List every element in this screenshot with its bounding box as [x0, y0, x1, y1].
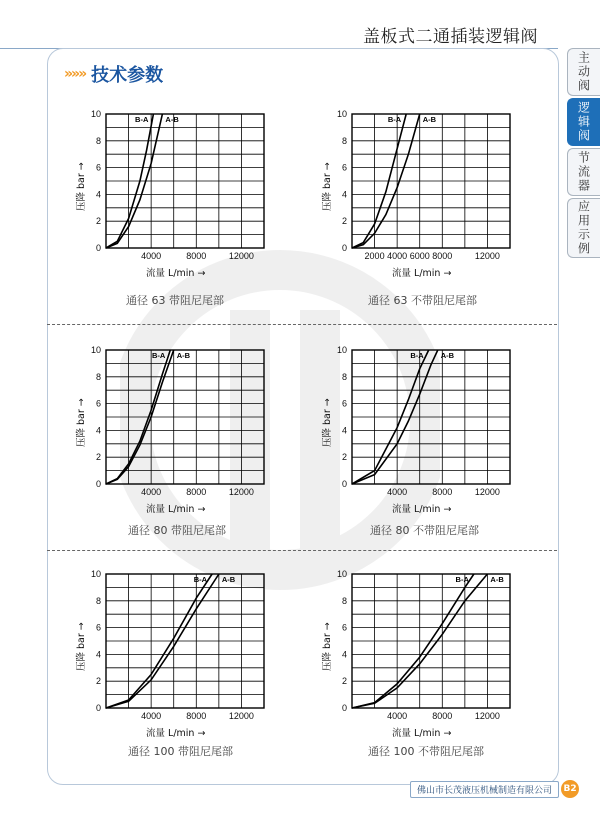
- x-tick-label: 12000: [474, 487, 500, 497]
- x-tick-label: 8000: [186, 711, 207, 721]
- x-tick-label: 4000: [387, 487, 408, 497]
- x-tick-label: 12000: [474, 251, 500, 261]
- y-tick-label: 10: [90, 109, 101, 119]
- y-tick-label: 4: [95, 189, 101, 200]
- series-label-b-a: B-A: [410, 351, 424, 360]
- y-axis-label: 压降 bar →: [322, 398, 333, 447]
- chart-caption: 通径 63 带阻尼尾部: [126, 294, 224, 307]
- chart-svg: [76, 340, 306, 525]
- y-tick-label: 10: [90, 569, 101, 579]
- x-axis-label: 流量 L/min →: [392, 268, 452, 279]
- series-label-a-b: A-B: [490, 575, 504, 584]
- side-tab-throttle[interactable]: [567, 148, 600, 196]
- section-title-text: 技术参数: [91, 65, 164, 86]
- x-tick-label: 6000: [409, 251, 430, 261]
- pressure-drop-chart: [322, 104, 552, 314]
- y-tick-label: 8: [95, 371, 101, 382]
- y-tick-label: 2: [95, 452, 101, 463]
- y-tick-label: 0: [341, 479, 347, 489]
- series-label-a-b: A-B: [422, 115, 437, 124]
- y-tick-label: 10: [336, 109, 347, 119]
- y-tick-label: 0: [95, 479, 101, 489]
- series-label-b-a: B-A: [387, 115, 402, 124]
- y-tick-label: 8: [95, 135, 101, 146]
- x-tick-label: 4000: [141, 251, 162, 261]
- y-axis-label: 压降 bar →: [76, 622, 87, 671]
- chart-caption: 通径 100 带阻尼尾部: [128, 745, 233, 758]
- x-tick-label: 8000: [432, 251, 453, 261]
- x-tick-label: 8000: [432, 711, 453, 721]
- row-divider: [47, 324, 557, 325]
- row-divider: [47, 550, 557, 551]
- x-tick-label: 12000: [228, 711, 254, 721]
- pressure-drop-chart: [322, 340, 552, 550]
- x-tick-label: 4000: [141, 711, 162, 721]
- y-tick-label: 2: [341, 676, 347, 687]
- y-tick-label: 0: [95, 243, 101, 253]
- chart-caption: 通径 80 带阻尼尾部: [128, 524, 226, 537]
- y-axis-label: 压降 bar →: [76, 162, 87, 211]
- x-axis-label: 流量 L/min →: [392, 504, 452, 515]
- y-tick-label: 4: [95, 649, 101, 660]
- series-label-a-b: A-B: [440, 351, 455, 360]
- x-tick-label: 12000: [228, 487, 254, 497]
- y-axis-label: 压降 bar →: [76, 398, 87, 447]
- chart-svg: [322, 104, 552, 289]
- page-number-badge: B2: [561, 780, 579, 798]
- y-tick-label: 10: [90, 345, 101, 355]
- side-tab-main-valve[interactable]: [567, 48, 600, 96]
- chart-svg: [76, 104, 306, 289]
- x-tick-label: 4000: [141, 487, 162, 497]
- chart-svg: [76, 564, 306, 749]
- y-tick-label: 2: [341, 452, 347, 463]
- side-tab-application[interactable]: [567, 198, 600, 258]
- x-tick-label: 8000: [186, 251, 207, 261]
- series-label-b-a: B-A: [151, 351, 166, 360]
- y-tick-label: 4: [341, 189, 347, 200]
- x-tick-label: 8000: [432, 487, 453, 497]
- y-tick-label: 8: [95, 595, 101, 606]
- y-tick-label: 4: [341, 649, 347, 660]
- y-tick-label: 8: [341, 371, 347, 382]
- side-tab-logic-valve[interactable]: [567, 98, 600, 146]
- series-label-a-b: A-B: [221, 575, 236, 584]
- y-tick-label: 2: [95, 676, 101, 687]
- section-arrows-icon: »»»: [64, 66, 86, 82]
- x-tick-label: 4000: [387, 251, 408, 261]
- chart-svg: [322, 340, 552, 525]
- series-label-a-b: A-B: [176, 351, 191, 360]
- x-tick-label: 4000: [387, 711, 408, 721]
- chart-caption: 通径 63 不带阻尼尾部: [368, 294, 477, 307]
- x-tick-label: 8000: [186, 487, 207, 497]
- y-tick-label: 8: [341, 135, 347, 146]
- y-tick-label: 6: [95, 398, 101, 409]
- y-tick-label: 2: [341, 216, 347, 227]
- y-tick-label: 0: [341, 703, 347, 713]
- chart-svg: [322, 564, 552, 749]
- y-tick-label: 0: [341, 243, 347, 253]
- pressure-drop-chart: [76, 104, 306, 314]
- x-tick-label: 2000: [364, 251, 385, 261]
- y-tick-label: 2: [95, 216, 101, 227]
- y-tick-label: 6: [341, 622, 347, 633]
- series-label-b-a: B-A: [193, 575, 208, 584]
- x-axis-label: 流量 L/min →: [146, 504, 206, 515]
- y-tick-label: 10: [336, 569, 347, 579]
- y-tick-label: 10: [336, 345, 347, 355]
- chart-caption: 通径 100 不带阻尼尾部: [368, 745, 484, 758]
- series-label-a-b: A-B: [165, 115, 179, 124]
- side-tab-label: 节流器: [576, 151, 591, 193]
- y-tick-label: 6: [95, 162, 101, 173]
- x-tick-label: 12000: [474, 711, 500, 721]
- chart-caption: 通径 80 不带阻尼尾部: [370, 524, 479, 537]
- pressure-drop-chart: [76, 340, 306, 550]
- y-tick-label: 0: [95, 703, 101, 713]
- x-tick-label: 12000: [228, 251, 254, 261]
- x-axis-label: 流量 L/min →: [146, 268, 206, 279]
- y-axis-label: 压降 bar →: [322, 162, 333, 211]
- y-tick-label: 6: [341, 398, 347, 409]
- footer-company: 佛山市长茂液压机械制造有限公司: [410, 781, 559, 798]
- side-tab-label: 应用示例: [576, 200, 591, 256]
- x-axis-label: 流量 L/min →: [392, 728, 452, 739]
- y-axis-label: 压降 bar →: [322, 622, 333, 671]
- y-tick-label: 6: [341, 162, 347, 173]
- y-tick-label: 6: [95, 622, 101, 633]
- series-label-b-a: B-A: [455, 575, 469, 584]
- side-tab-label: 主动阀: [576, 51, 591, 93]
- page-header-title: 盖板式二通插装逻辑阀: [363, 27, 538, 47]
- series-label-b-a: B-A: [135, 115, 149, 124]
- x-axis-label: 流量 L/min →: [146, 728, 206, 739]
- section-title: [64, 62, 163, 86]
- y-tick-label: 8: [341, 595, 347, 606]
- footer: [410, 782, 579, 796]
- y-tick-label: 4: [341, 425, 347, 436]
- side-tab-label: 逻辑阀: [576, 101, 591, 143]
- y-tick-label: 4: [95, 425, 101, 436]
